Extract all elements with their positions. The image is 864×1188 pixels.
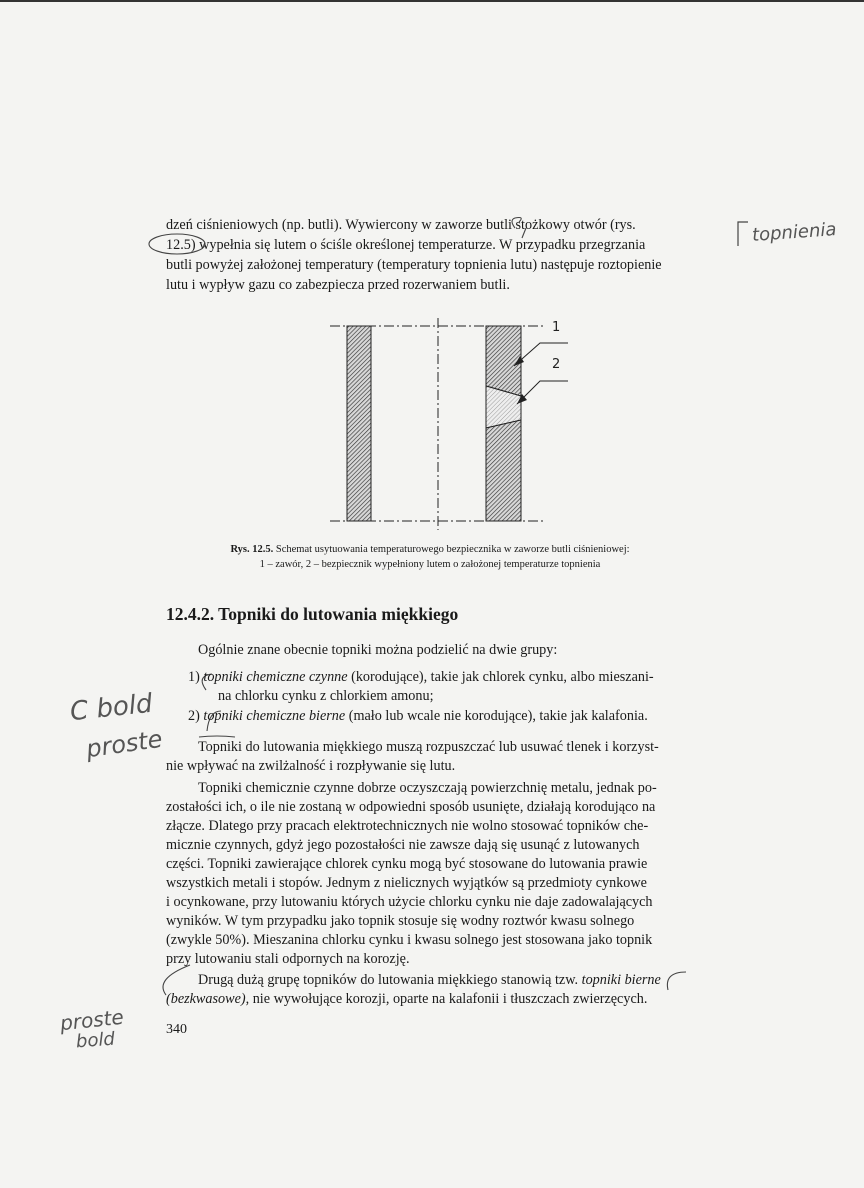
paragraph-line: micznie czynnych, gdyż jego pozostałości nie zawsze dają się usunąć z lutowanych — [166, 837, 640, 853]
paragraph-line: nie wpływać na zwilżalność i rozpływanie się lutu. — [166, 758, 456, 774]
label-1: 1 — [552, 320, 561, 335]
paragraph-line: zostałości ich, o ile nie zostaną w odpowiedni sposób usunięte, działają korodująco na — [166, 799, 656, 815]
text-run: , nie wywołujące korozji, oparte na kalafonii i tłuszczach zwierzęcych. — [245, 991, 648, 1007]
margin-bracket — [738, 222, 748, 246]
left-wall — [347, 326, 371, 521]
italic-term: topniki bierne — [581, 972, 661, 988]
handwritten-note-topnienia: topnienia — [751, 219, 838, 246]
caption-prefix: Rys. 12.5. — [230, 544, 274, 555]
handwritten-note-c-bold: C bold — [68, 688, 154, 728]
caption-line-2: 1 – zawór, 2 – bezpiecznik wypełniony lutem o założonej temperaturze topnienia — [259, 559, 601, 570]
list-item — [188, 707, 648, 727]
handwritten-note-proste-2: proste — [58, 1004, 125, 1036]
intro-line: dzeń ciśnieniowych (np. butli). Wywiercony w zaworze butli stożkowy otwór (rys. — [166, 217, 636, 233]
paragraph-line: i ocynkowane, przy lutowaniu których użycie chlorku cynku nie daje zadowalających — [166, 894, 653, 910]
list-item — [188, 668, 654, 688]
list-term: topniki chemiczne czynne — [203, 669, 348, 685]
lead-sentence: Ogólnie znane obecnie topniki można podzielić na dwie grupy: — [198, 642, 558, 658]
italic-term: (bezkwasowe) — [166, 991, 246, 1007]
intro-line: 12.5) wypełnia się lutem o ściśle określonej temperaturze. W przypadku przegrzania — [166, 237, 646, 253]
caption-line-1: Schemat usytuowania temperaturowego bezpiecznika w zaworze butli ciśnieniowej: — [275, 544, 630, 555]
pen-mark — [512, 218, 521, 229]
page-number: 340 — [166, 1022, 187, 1037]
list-text: (korodujące), takie jak chlorek cynku, albo mieszani- — [347, 669, 654, 685]
text-run: Drugą dużą grupę topników do lutowania miękkiego stanowią tzw. — [198, 972, 582, 988]
valve-body-lower — [486, 420, 521, 521]
circle-mark-12-5 — [149, 234, 205, 254]
list-number: 2) — [188, 708, 200, 724]
paragraph-line: wszystkich metali i stopów. Jednym z nielicznych wyjątków są przedmioty cynkowe — [166, 875, 647, 891]
list-number: 1) — [188, 669, 200, 685]
list-item-continuation: na chlorku cynku z chlorkiem amonu; — [218, 688, 434, 704]
paragraph-line: złącze. Dlatego przy pracach elektrotechnicznych nie wolno stosować topników che- — [166, 818, 649, 834]
paragraph-line — [166, 971, 742, 991]
list-text: (mało lub wcale nie korodujące), takie jak kalafonia. — [345, 708, 648, 724]
paragraph-line — [166, 990, 710, 1010]
paragraph-line: Topniki chemicznie czynne dobrze oczyszczają powierzchnię metalu, jednak po- — [198, 780, 657, 796]
intro-line: butli powyżej założonej temperatury (temperatury topnienia lutu) następuje roztopienie — [166, 257, 662, 273]
handwritten-note-proste: proste — [84, 724, 165, 764]
paragraph-line: Topniki do lutowania miękkiego muszą rozpuszczać lub usuwać tlenek i korzyst- — [198, 739, 659, 755]
label-2: 2 — [552, 357, 561, 372]
paragraph-line: (zwykle 50%). Mieszanina chlorku cynku i kwasu solnego jest stosowana jako topnik — [166, 932, 653, 948]
paragraph-line: przy lutowaniu stali odpornych na korozję. — [166, 951, 410, 967]
section-heading: 12.4.2. Topniki do lutowania miękkiego — [166, 604, 459, 624]
figure-caption — [160, 542, 700, 572]
handwritten-note-bold-2: bold — [75, 1028, 116, 1053]
list-term: topniki chemiczne bierne — [203, 708, 346, 724]
paragraph-line: części. Topniki zawierające chlorek cynku mogą być stosowane do lutowania prawie — [166, 856, 648, 872]
paragraph-line: wyników. W tym przypadku jako topnik stosuje się wodny roztwór kwasu solnego — [166, 913, 635, 929]
valve-body-upper — [486, 326, 521, 396]
intro-line: lutu i wypływ gazu co zabezpiecza przed rozerwaniem butli. — [166, 277, 510, 293]
